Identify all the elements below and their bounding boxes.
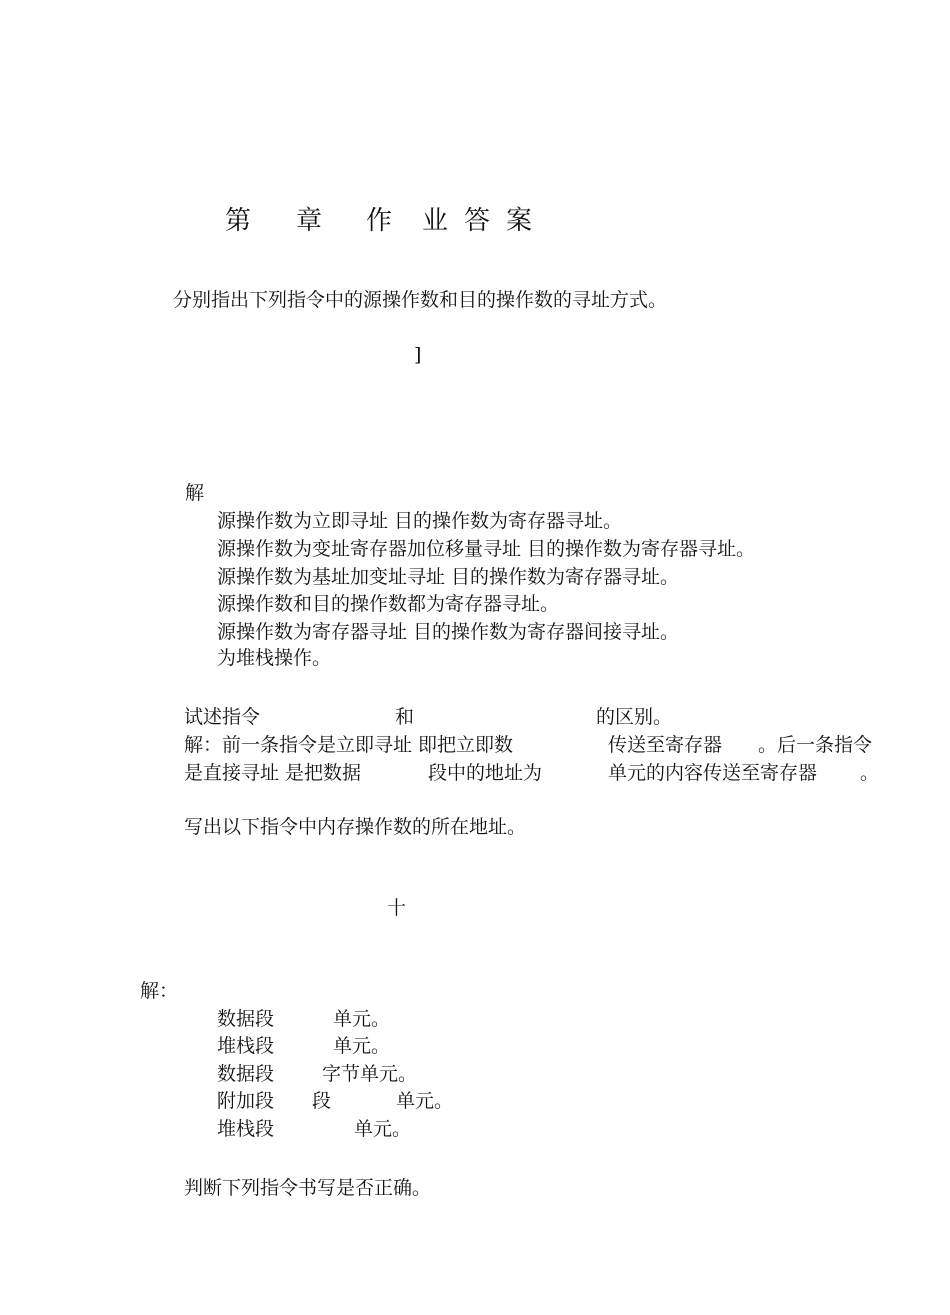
question-2-answer-b: 传送至寄存器	[608, 734, 723, 756]
title-char: 业	[422, 206, 449, 236]
question-2-answer-f: 单元的内容传送至寄存器	[608, 762, 818, 784]
question-2-answer-d: 是直接寻址 是把数据	[184, 762, 362, 784]
answer-line-b: 单元。	[333, 1008, 391, 1030]
question-3-prompt: 写出以下指令中内存操作数的所在地址。	[184, 816, 527, 838]
question-2-answer-e: 段中的地址为	[428, 762, 543, 784]
question-3-plus: 十	[387, 897, 407, 919]
question-1-prompt: 分别指出下列指令中的源操作数和目的操作数的寻址方式。	[173, 289, 668, 311]
answer-line-a: 附加段	[217, 1090, 275, 1112]
question-2-prompt-a: 试述指令	[184, 706, 261, 728]
title-char: 章	[296, 206, 323, 236]
question-2-prompt-c: 的区别。	[596, 706, 673, 728]
answer-line: 源操作数为寄存器寻址 目的操作数为寄存器间接寻址。	[217, 621, 680, 643]
answer-line-a: 堆栈段	[217, 1035, 275, 1057]
answer-line-b: 单元。	[396, 1090, 454, 1112]
question-4-prompt: 判断下列指令书写是否正确。	[184, 1177, 432, 1199]
question-3-answer-label: 解：	[140, 980, 179, 1002]
answer-line-b: 字节单元。	[322, 1063, 418, 1085]
answer-line-b: 单元。	[333, 1035, 391, 1057]
question-2-answer-c: 。后一条指令	[758, 734, 873, 756]
title-char: 答	[464, 206, 491, 236]
question-2-answer-a: 解：前一条指令是立即寻址 即把立即数	[184, 734, 514, 756]
answer-line: 为堆栈操作。	[217, 647, 332, 669]
answer-line: 源操作数为立即寻址 目的操作数为寄存器寻址。	[217, 510, 623, 532]
answer-line: 源操作数为基址加变址寻址 目的操作数为寄存器寻址。	[217, 566, 680, 588]
answer-line-a: 数据段	[217, 1063, 275, 1085]
answer-line-b: 单元。	[354, 1118, 412, 1140]
question-2-prompt-b: 和	[395, 706, 415, 728]
question-1-bracket: ]	[414, 344, 422, 366]
title-char: 案	[506, 206, 533, 236]
answer-line-a: 堆栈段	[217, 1118, 275, 1140]
title-char: 第	[225, 206, 252, 236]
question-2-answer-g: 。	[860, 762, 880, 784]
answer-line-a: 数据段	[217, 1008, 275, 1030]
chapter-title	[0, 206, 950, 236]
question-1-answer-label: 解	[185, 482, 205, 504]
answer-line-mid: 段	[312, 1090, 332, 1112]
answer-line: 源操作数为变址寄存器加位移量寻址 目的操作数为寄存器寻址。	[217, 538, 756, 560]
answer-line: 源操作数和目的操作数都为寄存器寻址。	[217, 593, 560, 615]
title-char: 作	[366, 206, 393, 236]
